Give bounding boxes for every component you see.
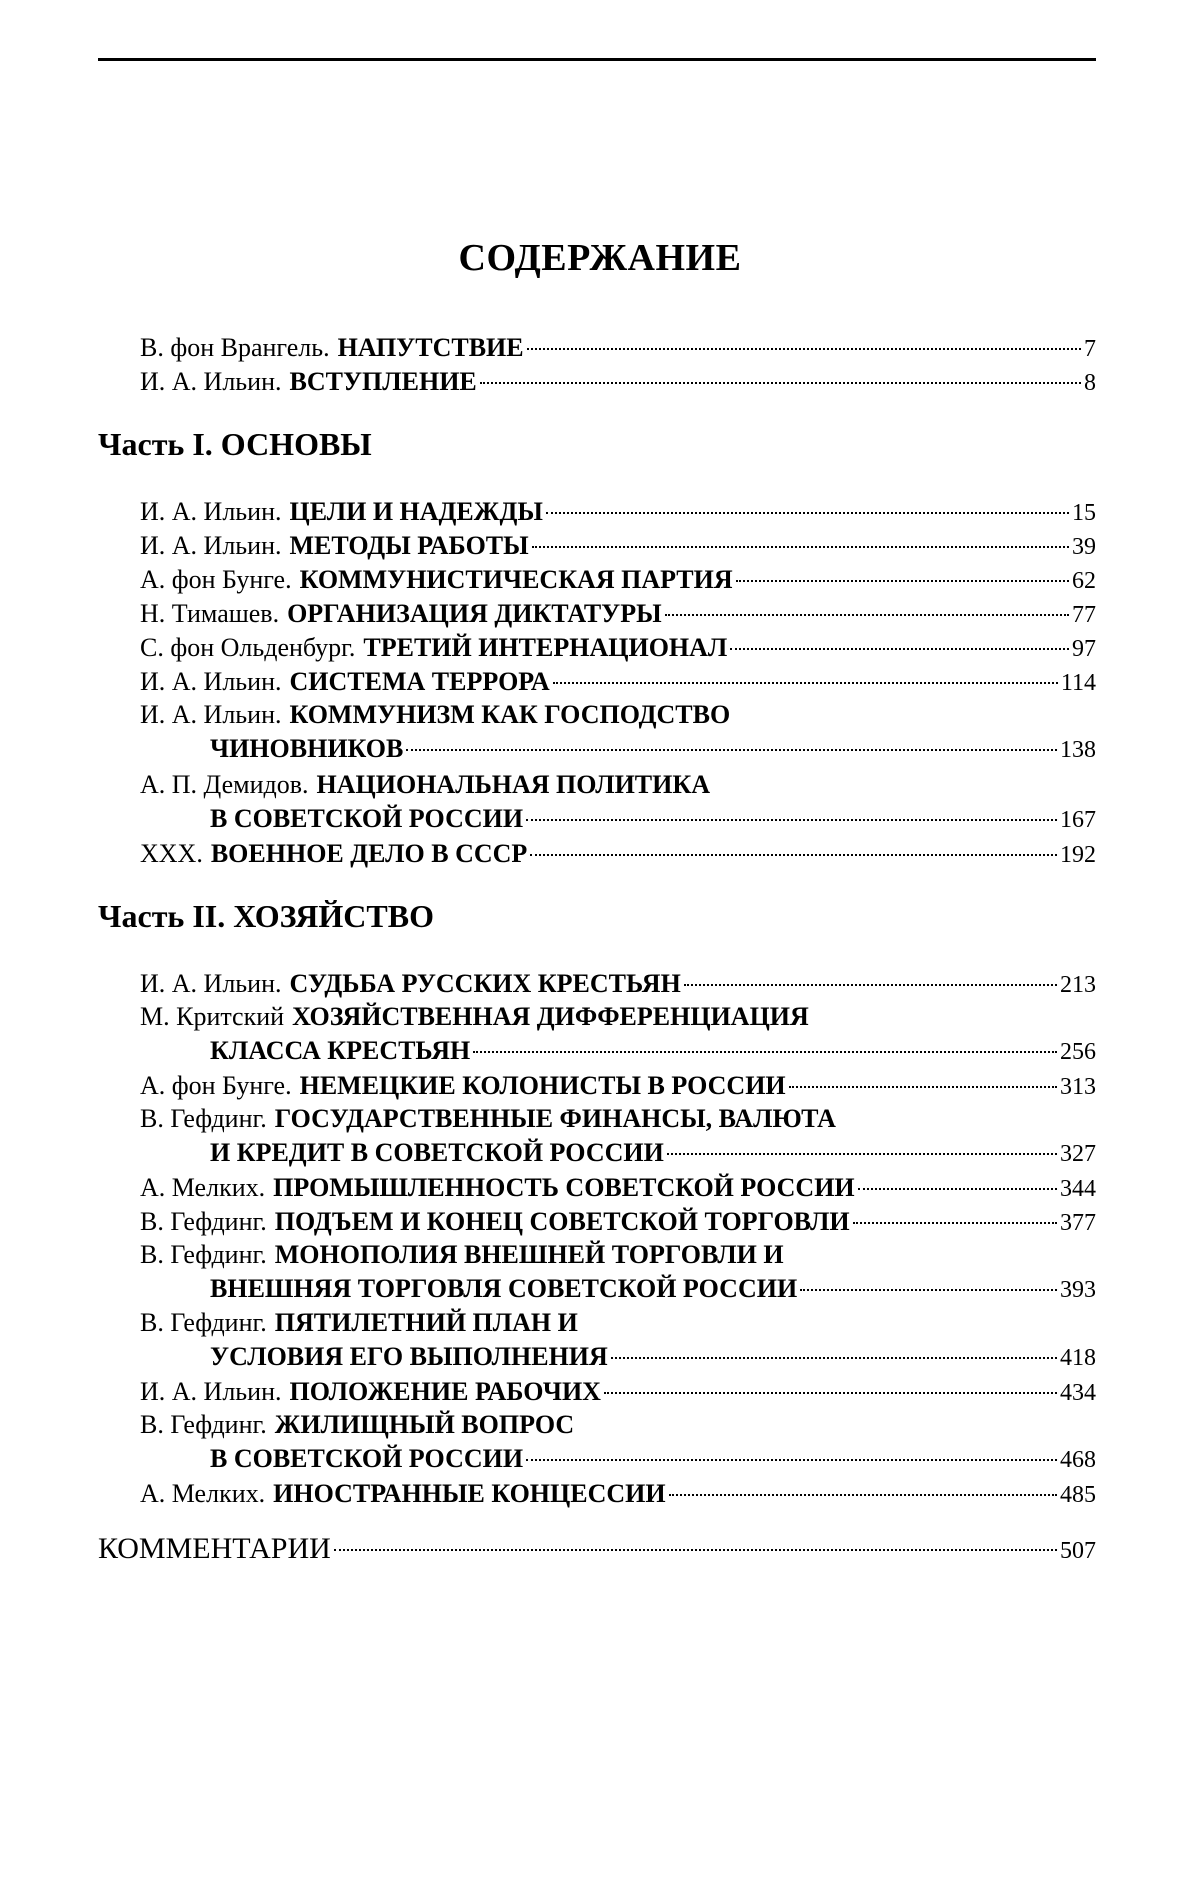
entry-title-continuation: КЛАССА КРЕСТЬЯН: [210, 1036, 471, 1065]
entry-title: ТРЕТИЙ ИНТЕРНАЦИОНАЛ: [363, 633, 728, 662]
entry-page: 418: [1060, 1345, 1096, 1371]
dot-leader: [334, 1549, 1057, 1551]
toc-entry-multiline: [140, 1000, 1096, 1069]
entry-author: А. Мелких.: [140, 1479, 266, 1508]
toc-entry-multiline: [140, 1238, 1096, 1307]
entry-page: 213: [1060, 972, 1096, 998]
entry-page: 77: [1072, 602, 1096, 628]
entry-title: КОММУНИСТИЧЕСКАЯ ПАРТИЯ: [299, 565, 733, 594]
toc-entry-multiline: [140, 1408, 1096, 1477]
entry-page: 62: [1072, 568, 1096, 594]
toc-entry: [140, 838, 1096, 871]
entry-author: В. Гефдинг.: [140, 1410, 267, 1439]
entry-author: В. Гефдинг.: [140, 1308, 267, 1337]
toc-title: СОДЕРЖАНИЕ: [458, 237, 742, 279]
dot-leader: [853, 1222, 1057, 1224]
entry-page: 138: [1060, 737, 1096, 763]
top-rule: [98, 58, 1096, 61]
part-2-heading: Часть II. ХОЗЯЙСТВО: [98, 898, 434, 934]
dot-leader: [665, 614, 1069, 616]
entry-author: А. П. Демидов.: [140, 770, 309, 799]
entry-page: 7: [1084, 336, 1096, 362]
entry-title: ВСТУПЛЕНИЕ: [289, 367, 477, 396]
toc-entry: [140, 496, 1096, 529]
entry-author: В. Гефдинг.: [140, 1240, 267, 1269]
toc-entry: [140, 1070, 1096, 1103]
entry-second-line: [140, 1442, 1096, 1477]
entry-title-continuation: УСЛОВИЯ ЕГО ВЫПОЛНЕНИЯ: [210, 1342, 608, 1371]
dot-leader: [736, 580, 1069, 582]
entry-page: 313: [1060, 1074, 1096, 1100]
entry-title: ВОЕННОЕ ДЕЛО В СССР: [210, 839, 528, 868]
entry-page: 507: [1060, 1538, 1096, 1564]
entry-author: А. Мелких.: [140, 1173, 266, 1202]
part-1-heading: Часть I. ОСНОВЫ: [98, 426, 372, 462]
entry-title: НАПУТСТВИЕ: [337, 333, 524, 362]
toc-entry-intro-1: [140, 332, 1096, 365]
dot-leader: [546, 512, 1069, 514]
entry-first-line: [140, 1238, 1096, 1272]
toc-entry: [140, 530, 1096, 563]
entry-title: ХОЗЯЙСТВЕННАЯ ДИФФЕРЕНЦИАЦИЯ: [292, 1002, 809, 1031]
entry-first-line: [140, 1306, 1096, 1340]
toc-entry: [140, 1206, 1096, 1239]
entry-page: 192: [1060, 842, 1096, 868]
entry-title-continuation: ВНЕШНЯЯ ТОРГОВЛЯ СОВЕТСКОЙ РОССИИ: [210, 1274, 798, 1303]
toc-entry: [140, 968, 1096, 1001]
entry-title-continuation: В СОВЕТСКОЙ РОССИИ: [210, 1444, 524, 1473]
dot-leader: [789, 1086, 1057, 1088]
entry-title-continuation: ЧИНОВНИКОВ: [210, 734, 404, 763]
entry-title: ПЯТИЛЕТНИЙ ПЛАН И: [274, 1308, 578, 1337]
entry-page: 114: [1060, 670, 1096, 696]
dot-leader: [667, 1153, 1057, 1155]
toc-entry-multiline: [140, 1102, 1096, 1171]
entry-title: МОНОПОЛИЯ ВНЕШНЕЙ ТОРГОВЛИ И: [274, 1240, 784, 1269]
entry-author: И. А. Ильин.: [140, 531, 282, 560]
entry-title: ОРГАНИЗАЦИЯ ДИКТАТУРЫ: [287, 599, 662, 628]
dot-leader: [527, 348, 1081, 350]
toc-entry: [140, 1172, 1096, 1205]
entry-second-line: [140, 732, 1096, 767]
dot-leader: [553, 682, 1058, 684]
dot-leader: [530, 854, 1057, 856]
entry-page: 39: [1072, 534, 1096, 560]
toc-entry: [140, 1478, 1096, 1511]
entry-title: ГОСУДАРСТВЕННЫЕ ФИНАНСЫ, ВАЛЮТА: [274, 1104, 836, 1133]
dot-leader: [526, 819, 1057, 821]
toc-entry: [140, 666, 1096, 699]
dot-leader: [532, 546, 1069, 548]
entry-page: 8: [1084, 370, 1096, 396]
entry-title: ЖИЛИЩНЫЙ ВОПРОС: [274, 1410, 575, 1439]
entry-second-line: [140, 1034, 1096, 1069]
toc-entry: [140, 632, 1096, 665]
entry-second-line: [140, 802, 1096, 837]
entry-title: СИСТЕМА ТЕРРОРА: [289, 667, 550, 696]
entry-page: 434: [1060, 1380, 1096, 1406]
entry-author: И. А. Ильин.: [140, 667, 282, 696]
dot-leader: [480, 382, 1081, 384]
entry-title-continuation: В СОВЕТСКОЙ РОССИИ: [210, 804, 524, 833]
entry-title: ПОЛОЖЕНИЕ РАБОЧИХ: [289, 1377, 601, 1406]
entry-second-line: [140, 1340, 1096, 1375]
dot-leader: [669, 1494, 1057, 1496]
entry-page: 327: [1060, 1141, 1096, 1167]
entry-author: И. А. Ильин.: [140, 367, 282, 396]
entry-page: 97: [1072, 636, 1096, 662]
dot-leader: [406, 749, 1057, 751]
toc-entry-multiline: [140, 1306, 1096, 1375]
entry-page: 15: [1072, 500, 1096, 526]
comments-title: КОММЕНТАРИИ: [98, 1532, 331, 1565]
entry-author: М. Критский: [140, 1002, 285, 1031]
entry-author: В. Гефдинг.: [140, 1207, 267, 1236]
entry-page: 344: [1060, 1176, 1096, 1202]
entry-author: Н. Тимашев.: [140, 599, 280, 628]
entry-first-line: [140, 1408, 1096, 1442]
entry-title: КОММУНИЗМ КАК ГОСПОДСТВО: [289, 700, 731, 729]
dot-leader: [858, 1188, 1057, 1190]
entry-author: С. фон Ольденбург.: [140, 633, 356, 662]
toc-entry-comments: [98, 1532, 1096, 1566]
dot-leader: [473, 1051, 1057, 1053]
entry-author: А. фон Бунге.: [140, 565, 292, 594]
dot-leader: [526, 1459, 1057, 1461]
dot-leader: [684, 984, 1057, 986]
entry-author: И. А. Ильин.: [140, 497, 282, 526]
entry-title: ИНОСТРАННЫЕ КОНЦЕССИИ: [273, 1479, 666, 1508]
entry-author: И. А. Ильин.: [140, 1377, 282, 1406]
entry-second-line: [140, 1136, 1096, 1171]
entry-page: 468: [1060, 1447, 1096, 1473]
toc-entry-multiline: [140, 768, 1096, 837]
entry-title: НАЦИОНАЛЬНАЯ ПОЛИТИКА: [316, 770, 710, 799]
entry-author: И. А. Ильин.: [140, 969, 282, 998]
toc-entry: [140, 564, 1096, 597]
entry-second-line: [140, 1272, 1096, 1307]
dot-leader: [730, 648, 1069, 650]
toc-entry-multiline: [140, 698, 1096, 767]
dot-leader: [611, 1357, 1057, 1359]
dot-leader: [800, 1289, 1057, 1291]
entry-title: МЕТОДЫ РАБОТЫ: [289, 531, 529, 560]
entry-author: А. фон Бунге.: [140, 1071, 292, 1100]
entry-first-line: [140, 1000, 1096, 1034]
toc-entry: [140, 598, 1096, 631]
dot-leader: [604, 1392, 1057, 1394]
entry-title-continuation: И КРЕДИТ В СОВЕТСКОЙ РОССИИ: [210, 1138, 664, 1167]
toc-entry: [140, 1376, 1096, 1409]
entry-first-line: [140, 768, 1096, 802]
entry-page: 377: [1060, 1210, 1096, 1236]
entry-title: ПОДЪЕМ И КОНЕЦ СОВЕТСКОЙ ТОРГОВЛИ: [274, 1207, 850, 1236]
toc-entry-intro-2: [140, 366, 1096, 399]
entry-title: СУДЬБА РУССКИХ КРЕСТЬЯН: [289, 969, 681, 998]
entry-page: 256: [1060, 1039, 1096, 1065]
entry-author: XXX.: [140, 839, 203, 868]
entry-author: И. А. Ильин.: [140, 700, 282, 729]
entry-author: В. Гефдинг.: [140, 1104, 267, 1133]
entry-page: 485: [1060, 1482, 1096, 1508]
entry-author: В. фон Врангель.: [140, 333, 330, 362]
entry-first-line: [140, 698, 1096, 732]
entry-title: НЕМЕЦКИЕ КОЛОНИСТЫ В РОССИИ: [299, 1071, 786, 1100]
entry-title: ПРОМЫШЛЕННОСТЬ СОВЕТСКОЙ РОССИИ: [273, 1173, 855, 1202]
entry-page: 167: [1060, 807, 1096, 833]
entry-page: 393: [1060, 1277, 1096, 1303]
entry-first-line: [140, 1102, 1096, 1136]
entry-title: ЦЕЛИ И НАДЕЖДЫ: [289, 497, 543, 526]
